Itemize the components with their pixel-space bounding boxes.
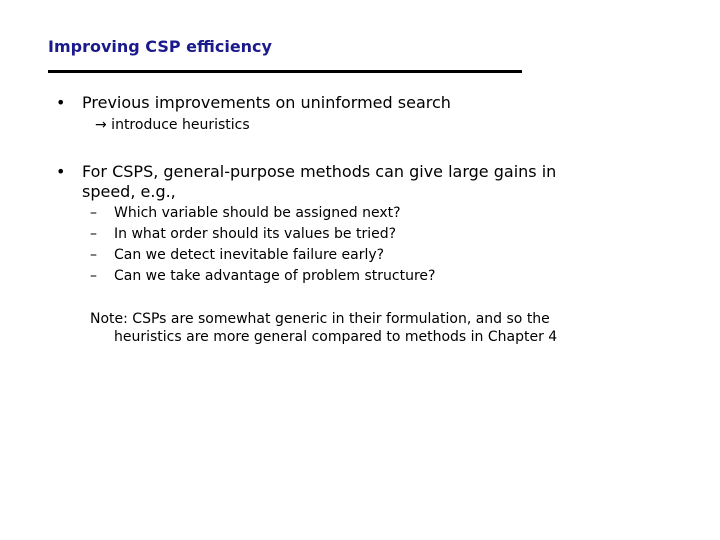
bullet-text xyxy=(82,162,556,202)
note xyxy=(90,310,557,346)
sub-list xyxy=(90,203,435,287)
sub-point: → introduce heuristics xyxy=(95,117,250,133)
list-item xyxy=(90,245,435,266)
dash-marker: – xyxy=(90,205,97,221)
list-item xyxy=(90,224,435,245)
list-item-text: Can we detect inevitable failure early? xyxy=(114,247,385,263)
bullet-marker: • xyxy=(56,162,66,181)
note-line: heuristics are more general compared to methods in Chapter 4 xyxy=(114,329,558,345)
bullet-text-line: For CSPS, general-purpose methods can give large gains in xyxy=(82,162,557,181)
page-title: Improving CSP efficiency xyxy=(48,37,272,56)
note-line: Note: CSPs are somewhat generic in their formulation, and so the xyxy=(90,311,550,327)
dash-marker: – xyxy=(90,226,97,242)
bullet-text: Previous improvements on uninformed search xyxy=(82,93,451,112)
bullet-text-line: speed, e.g., xyxy=(82,182,176,201)
title-underline xyxy=(48,70,522,73)
list-item-text: Can we take advantage of problem structure? xyxy=(114,268,436,284)
dash-marker: – xyxy=(90,268,97,284)
list-item-text: In what order should its values be tried? xyxy=(114,226,397,242)
dash-marker: – xyxy=(90,247,97,263)
list-item xyxy=(90,266,435,287)
bullet-marker: • xyxy=(56,93,66,112)
list-item xyxy=(90,203,435,224)
list-item-text: Which variable should be assigned next? xyxy=(114,205,401,221)
